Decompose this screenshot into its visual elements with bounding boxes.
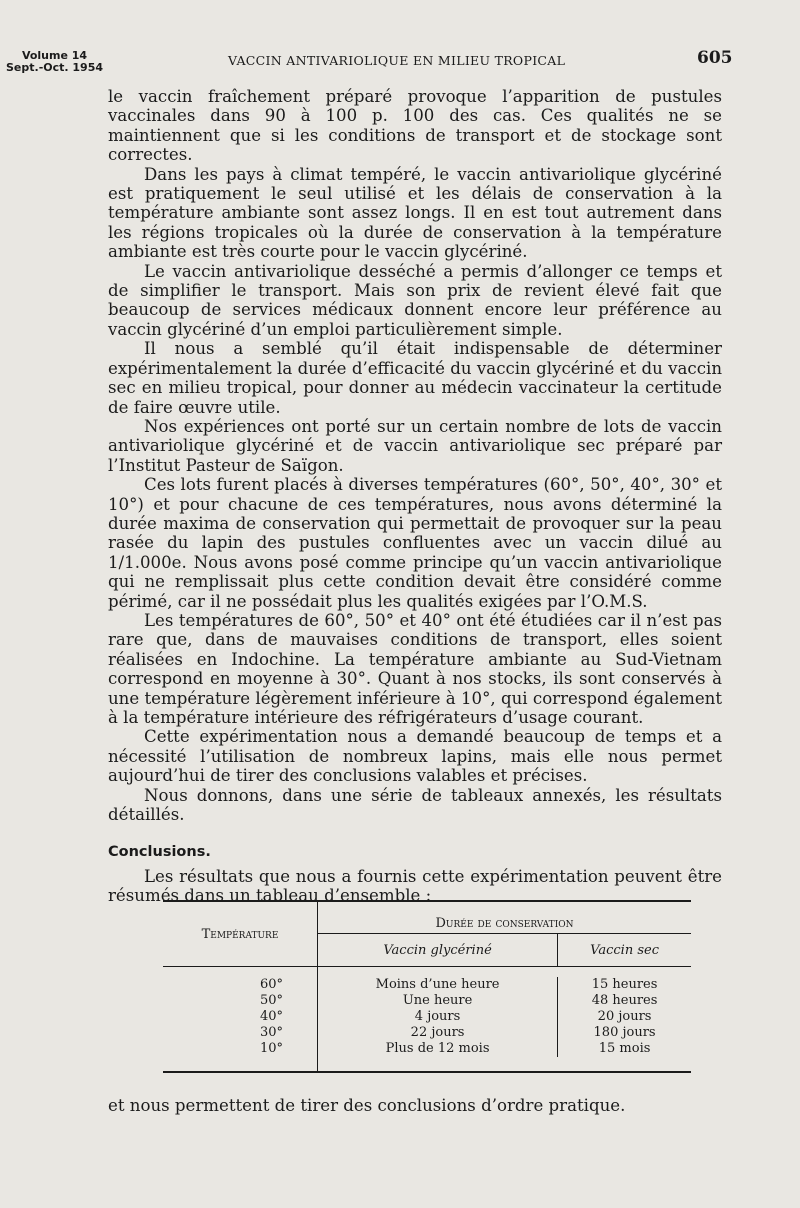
header-sec: Vaccin sec <box>558 934 691 967</box>
paragraph: le vaccin fraîchement préparé provoque l’apparition de pustules vaccinales dans 90 à 100 p. 100 des cas. Ces qualités ne se maintiennent que si les conditions de transport et de stockage sont correctes. <box>108 87 722 165</box>
running-head-volume <box>6 50 103 74</box>
temperature-cell: 60° <box>163 977 318 993</box>
sec-cell: 15 heures <box>591 977 658 992</box>
temperature-cell: 10° <box>163 1041 318 1057</box>
glycerine-cell: 4 jours <box>318 1009 558 1025</box>
paragraph: Cette expérimentation nous a demandé beaucoup de temps et a nécessité l’utilisation de nombreux lapins, mais elle nous permet aujourd’hui de tirer des conclusions valables et précises. <box>108 727 722 786</box>
table-row <box>163 1009 691 1025</box>
paragraph: Dans les pays à climat tempéré, le vaccin antivariolique glycériné est pratiquement le seul utilisé et les délais de conservation à la température ambiante sont assez longs. Il en est tout autrement dans les régions tropicales où la durée de conservation à la température ambiante est très courte pour le vaccin glycériné. <box>108 164 722 262</box>
paragraph: Il nous a semblé qu’il était indispensable de déterminer expérimentalement la durée d’efficacité du vaccin glycériné et du vaccin sec en milieu tropical, pour donner au médecin vaccinateur la certitude de faire œuvre utile. <box>108 339 722 417</box>
conclusions-intro: Les résultats que nous a fournis cette expérimentation peuvent être résumés dans un tableau d’ensemble : <box>108 866 722 906</box>
section-heading: Conclusions. <box>108 844 211 861</box>
article-body <box>108 87 722 906</box>
temperature-cell: 40° <box>163 1009 318 1025</box>
results-table <box>163 900 691 1073</box>
temperature-cell: 30° <box>163 1025 318 1041</box>
running-head-title: VACCIN ANTIVARIOLIQUE EN MILIEU TROPICAL <box>228 53 566 68</box>
header-glycerine: Vaccin glycériné <box>318 934 558 967</box>
header-temperature: Température <box>163 902 318 967</box>
paragraph: Le vaccin antivariolique desséché a permis d’allonger ce temps et de simplifier le transport. Mais son prix de revient élevé fait que beaucoup de services médicaux donnent encore leur préférence au vaccin glycériné d’un emploi particulièrement simple. <box>108 261 722 339</box>
glycerine-cell: 22 jours <box>318 1025 558 1041</box>
sec-cell: 15 mois <box>598 1041 651 1056</box>
table-row <box>163 977 691 993</box>
paragraph: Nous donnons, dans une série de tableaux annexés, les résultats détaillés. <box>108 785 722 825</box>
paragraph: Les températures de 60°, 50° et 40° ont été étudiées car il n’est pas rare que, dans de mauvaises conditions de transport, elles soient réalisées en Indochine. La température ambiante au Sud-Vietnam correspond en moyenne à 30°. Quant à nos stocks, ils sont conservés à une température légèrement inférieure à 10°, qui correspond également à la température intérieure des réfrigérateurs d’usage courant. <box>108 610 722 727</box>
page-number: 605 <box>697 48 733 68</box>
glycerine-cell: Plus de 12 mois <box>318 1041 558 1057</box>
sec-cell: 180 jours <box>593 1025 656 1040</box>
header-duration: Durée de conservation <box>435 916 574 932</box>
glycerine-cell: Une heure <box>318 993 558 1009</box>
sec-cell: 48 heures <box>591 993 658 1008</box>
table-row <box>163 1025 691 1041</box>
sec-cell: 20 jours <box>597 1009 652 1024</box>
temperature-cell: 50° <box>163 993 318 1009</box>
closing-line: et nous permettent de tirer des conclusions d’ordre pratique. <box>108 1096 626 1115</box>
table-row <box>163 993 691 1009</box>
issue-date: Sept.-Oct. 1954 <box>6 61 104 74</box>
paragraph: Nos expériences ont porté sur un certain nombre de lots de vaccin antivariolique glycériné et de vaccin antivariolique sec préparé par l’Institut Pasteur de Saïgon. <box>108 416 722 475</box>
glycerine-cell: Moins d’une heure <box>318 977 558 993</box>
volume-label: Volume 14 <box>21 49 88 62</box>
paragraph: Ces lots furent placés à diverses températures (60°, 50°, 40°, 30° et 10°) et pour chacune de ces températures, nous avons déterminé la durée maxima de conservation qui permettait de provoquer sur la peau rasée du lapin des pustules confluentes avec un vaccin dilué au 1/1.000e. Nous avons posé comme principe qu’un vaccin antivariolique qui ne remplissait plus cette condition devait être considéré comme périmé, car il ne possédait plus les qualités exigées par l’O.M.S. <box>108 475 722 611</box>
table-row <box>163 1041 691 1057</box>
